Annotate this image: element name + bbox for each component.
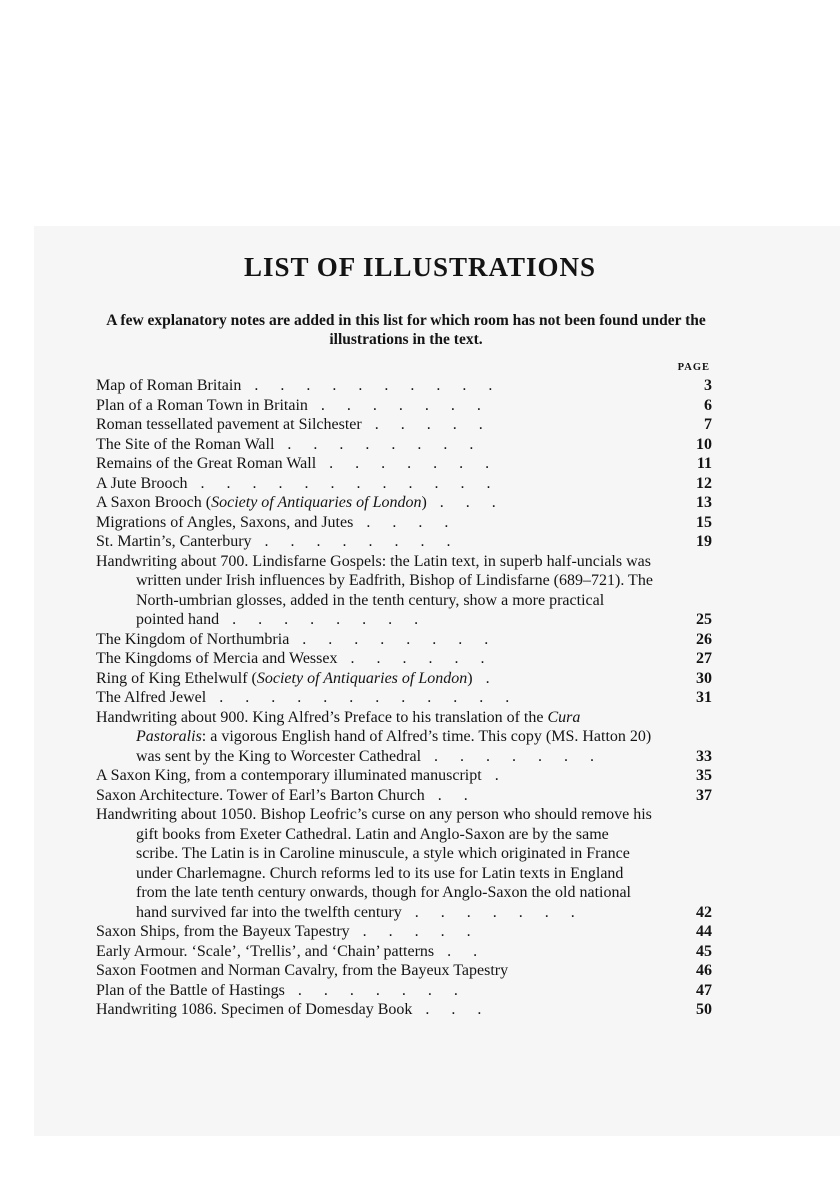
list-entry: Saxon Architecture. Tower of Earl’s Barton Church . . 37 (96, 786, 712, 804)
entry-title: Saxon Footmen and Norman Cavalry, from the Bayeux Tapestry (96, 962, 509, 979)
entry-page: 30 (696, 669, 712, 687)
entry-page: 7 (704, 416, 712, 433)
list-entry: Handwriting about 700. Lindisfarne Gospels: the Latin text, in superb half-uncials was written under Irish influences by Eadfrith, Bishop of Lindisfarne (689–721). The North-umbrian glosses, added in the tenth century, show a more practical pointed hand . . . . . . . . 25 (96, 552, 712, 628)
page-column-heading: PAGE (677, 362, 710, 373)
entry-page: 15 (696, 513, 712, 531)
entry-title: Saxon Ships, from the Bayeux Tapestry (96, 923, 350, 940)
entry-title: Early Armour. ‘Scale’, ‘Trellis’, and ‘Chain’ patterns (96, 942, 435, 960)
entry-page: 35 (696, 767, 712, 784)
list-entry: Early Armour. ‘Scale’, ‘Trellis’, and ‘Chain’ patterns . . 45 (96, 942, 712, 960)
list-entry: A Saxon King, from a contemporary illuminated manuscript . 35 (96, 767, 712, 784)
list-entry: The Kingdom of Northumbria . . . . . . . . 26 (96, 630, 712, 648)
entry-page: 31 (696, 689, 712, 706)
entry-title-post: ) (467, 669, 473, 687)
list-entry: The Kingdoms of Mercia and Wessex . . . . . . 27 (96, 650, 712, 667)
list-entry: Ring of King Ethelwulf (Society of Antiquaries of London) . 30 (96, 669, 712, 687)
list-entry: Roman tessellated pavement at Silchester . . . . . 7 (96, 416, 712, 433)
entry-title: St. Martin’s, Canterbury (96, 533, 252, 550)
list-entry: Map of Roman Britain . . . . . . . . . . 3 (96, 377, 712, 394)
entry-title: The Site of the Roman Wall (96, 435, 275, 453)
list-entry: A Saxon Brooch (Society of Antiquaries of London) . . . 13 (96, 494, 712, 511)
intro-note: A few explanatory notes are added in this list for which room has not been found under the illustrations in the text. (106, 312, 706, 348)
entry-page: 46 (696, 962, 712, 979)
entry-page: 44 (696, 923, 712, 940)
list-entry: Saxon Ships, from the Bayeux Tapestry . . . . . 44 (96, 923, 712, 940)
entry-page: 26 (696, 630, 712, 648)
entry-title-italic: Society of Antiquaries of London (256, 669, 468, 687)
entry-title: Migrations of Angles, Saxons, and Jutes (96, 513, 354, 531)
entry-title-pre: Ring of King Ethelwulf ( (96, 669, 257, 687)
entry-title: Handwriting 1086. Specimen of Domesday Book (96, 1001, 413, 1018)
entry-title-pre: A Saxon Brooch ( (96, 494, 212, 511)
entry-title: Plan of the Battle of Hastings (96, 981, 285, 999)
entry-page: 47 (696, 981, 712, 999)
entry-title: Roman tessellated pavement at Silchester (96, 416, 362, 433)
list-entry: Handwriting about 1050. Bishop Leofric’s curse on any person who should remove his gift books from Exeter Cathedral. Latin and Anglo-Saxon are by the same scribe. The Latin is in Caroline minuscule, a style which originated in France under Charlemagne. Church reforms led to its use for Latin texts in England from the late tenth century onwards, though for Anglo-Saxon the old national hand survived far into the twelfth century . . . . . . . 42 (96, 806, 712, 921)
entry-page: 3 (704, 377, 712, 394)
entry-page: 10 (696, 435, 712, 453)
entry-page: 13 (696, 494, 712, 511)
entry-title: The Kingdoms of Mercia and Wessex (96, 650, 338, 667)
entry-title: Remains of the Great Roman Wall (96, 455, 317, 472)
entry-page: 19 (696, 533, 712, 550)
entry-title: Map of Roman Britain (96, 377, 242, 394)
list-entry: St. Martin’s, Canterbury . . . . . . . . 19 (96, 533, 712, 550)
entry-page: 6 (704, 396, 712, 414)
entry-title: The Kingdom of Northumbria (96, 630, 290, 648)
entry-title: A Saxon King, from a contemporary illuminated manuscript (96, 767, 482, 784)
illustrations-list (96, 376, 712, 1020)
entry-title-pre: Handwriting about 900. King Alfred’s Preface to his translation of the (96, 708, 548, 726)
entry-title: The Alfred Jewel (96, 689, 207, 706)
entry-page: 42 (696, 903, 712, 921)
entry-title-post: ) (421, 494, 427, 511)
entry-title: Handwriting about 700. Lindisfarne Gospels: the Latin text, in superb half-uncials was written under Irish influences by Eadfrith, Bishop of Lindisfarne (689–721). The North-umbrian glosses, added in the tenth century, show a more practical pointed hand (96, 552, 653, 628)
list-entry: Migrations of Angles, Saxons, and Jutes . . . . 15 (96, 513, 712, 531)
entry-page: 50 (696, 1001, 712, 1018)
entry-title: Saxon Architecture. Tower of Earl’s Barton Church (96, 786, 425, 804)
entry-page: 33 (696, 747, 712, 765)
entry-page: 37 (696, 786, 712, 804)
entry-page: 27 (696, 650, 712, 667)
list-entry (96, 961, 712, 981)
list-entry: Plan of a Roman Town in Britain . . . . . . . 6 (96, 396, 712, 414)
list-entry: Remains of the Great Roman Wall . . . . . . . 11 (96, 455, 712, 472)
entry-title-italic: Cura Pastoralis (136, 708, 581, 745)
list-entry: The Site of the Roman Wall . . . . . . . . 10 (96, 435, 712, 453)
list-entry: Plan of the Battle of Hastings . . . . . . . 47 (96, 981, 712, 999)
list-entry: Handwriting about 900. King Alfred’s Preface to his translation of the Cura Pastoralis: a vigorous English hand of Alfred’s time. This copy (MS. Hatton 20) was sent by the King to Worcester Cathedral . . . . . . . 33 (96, 708, 712, 765)
entry-title: A Jute Brooch (96, 474, 188, 492)
list-entry: The Alfred Jewel . . . . . . . . . . . . 31 (96, 689, 712, 706)
entry-title: Handwriting about 1050. Bishop Leofric’s curse on any person who should remove his gift books from Exeter Cathedral. Latin and Anglo-Saxon are by the same scribe. The Latin is in Caroline minuscule, a style which originated in France under Charlemagne. Church reforms led to its use for Latin texts in England from the late tenth century onwards, though for Anglo-Saxon the old national hand survived far into the twelfth century (96, 806, 652, 921)
entry-title-post: : a vigorous English hand of Alfred’s time. This copy (MS. Hatton 20) was sent by the King to Worcester Cathedral (136, 728, 652, 765)
entry-page: 12 (696, 474, 712, 492)
page-title: LIST OF ILLUSTRATIONS (243, 252, 597, 282)
entry-page: 11 (696, 455, 712, 472)
entry-page: 45 (696, 942, 712, 960)
list-entry: Handwriting 1086. Specimen of Domesday Book . . . 50 (96, 1001, 712, 1018)
entry-title-italic: Society of Antiquaries of London (211, 494, 422, 511)
entry-title: Plan of a Roman Town in Britain (96, 396, 308, 414)
list-entry: A Jute Brooch . . . . . . . . . . . . 12 (96, 474, 712, 492)
entry-page: 25 (696, 611, 712, 628)
